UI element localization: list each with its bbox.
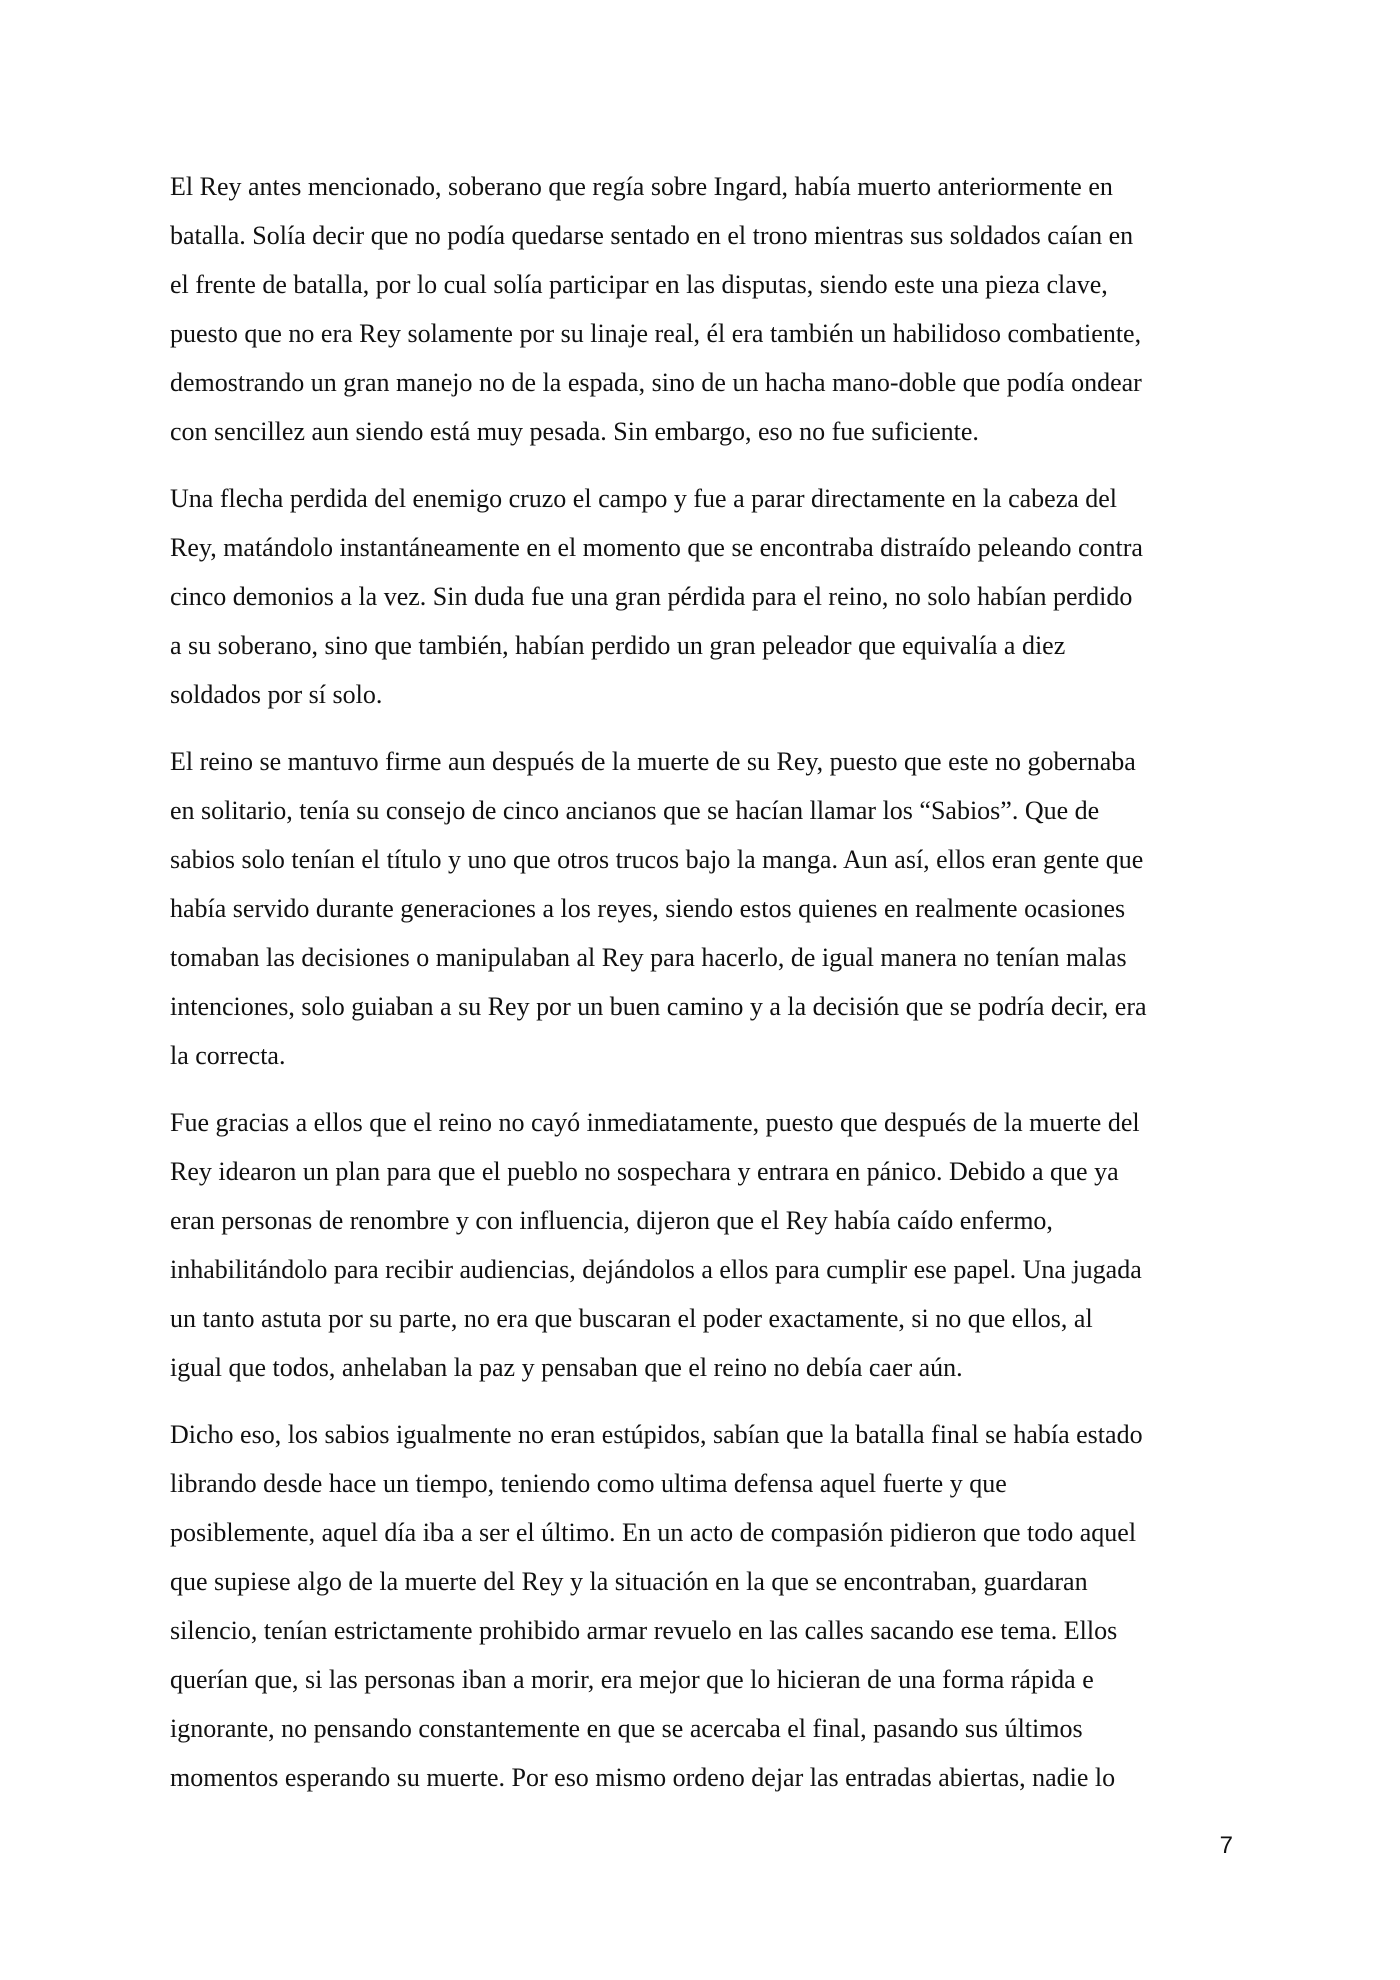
text-line: a su soberano, sino que también, habían perdido un gran peleador que equivalía a diez (170, 631, 1066, 660)
text-line: Fue gracias a ellos que el reino no cayó inmediatamente, puesto que después de la muerte del (170, 1108, 1140, 1137)
text-line: El reino se mantuvo firme aun después de la muerte de su Rey, puesto que este no gobernaba (170, 747, 1136, 776)
text-line: igual que todos, anhelaban la paz y pensaban que el reino no debía caer aún. (170, 1353, 963, 1382)
page-number: 7 (1219, 1832, 1233, 1859)
text-line: había servido durante generaciones a los reyes, siendo estos quienes en realmente ocasiones (170, 894, 1126, 923)
paragraph-5 (170, 1410, 1234, 1802)
text-line: con sencillez aun siendo está muy pesada. Sin embargo, eso no fue suficiente. (170, 417, 979, 446)
text-line: Rey idearon un plan para que el pueblo no sospechara y entrara en pánico. Debido a que ya (170, 1157, 1119, 1186)
text-line: Una flecha perdida del enemigo cruzo el campo y fue a parar directamente en la cabeza del (170, 484, 1118, 513)
text-line: puesto que no era Rey solamente por su linaje real, él era también un habilidoso combatiente, (170, 319, 1142, 348)
paragraph-2 (170, 474, 1234, 719)
paragraph-3 (170, 737, 1234, 1080)
text-line: momentos esperando su muerte. Por eso mismo ordeno dejar las entradas abiertas, nadie lo (170, 1763, 1116, 1792)
text-line: batalla. Solía decir que no podía quedarse sentado en el trono mientras sus soldados caían en (170, 221, 1134, 250)
text-line: eran personas de renombre y con influencia, dijeron que el Rey había caído enfermo, (170, 1206, 1053, 1235)
text-line: el frente de batalla, por lo cual solía participar en las disputas, siendo este una pieza clave, (170, 270, 1108, 299)
text-line: cinco demonios a la vez. Sin duda fue una gran pérdida para el reino, no solo habían perdido (170, 582, 1133, 611)
text-line: posiblemente, aquel día iba a ser el último. En un acto de compasión pidieron que todo aquel (170, 1518, 1137, 1547)
text-line: Dicho eso, los sabios igualmente no eran estúpidos, sabían que la batalla final se había estado (170, 1420, 1143, 1449)
text-line: demostrando un gran manejo no de la espada, sino de un hacha mano-doble que podía ondear (170, 368, 1142, 397)
text-line: en solitario, tenía su consejo de cinco ancianos que se hacían llamar los “Sabios”. Que de (170, 796, 1100, 825)
text-line: la correcta. (170, 1041, 286, 1070)
paragraph-4 (170, 1098, 1234, 1392)
paragraph-1 (170, 162, 1234, 456)
text-line: silencio, tenían estrictamente prohibido armar revuelo en las calles sacando ese tema. Ellos (170, 1616, 1118, 1645)
text-line: El Rey antes mencionado, soberano que regía sobre Ingard, había muerto anteriormente en (170, 172, 1113, 201)
text-line: que supiese algo de la muerte del Rey y la situación en la que se encontraban, guardaran (170, 1567, 1088, 1596)
body-text (170, 162, 1234, 1820)
text-line: Rey, matándolo instantáneamente en el momento que se encontraba distraído peleando contra (170, 533, 1143, 562)
text-line: librando desde hace un tiempo, teniendo como ultima defensa aquel fuerte y que (170, 1469, 1007, 1498)
text-line: querían que, si las personas iban a morir, era mejor que lo hicieran de una forma rápida e (170, 1665, 1094, 1694)
text-line: intenciones, solo guiaban a su Rey por un buen camino y a la decisión que se podría decir, era (170, 992, 1147, 1021)
text-line: sabios solo tenían el título y uno que otros trucos bajo la manga. Aun así, ellos eran gente que (170, 845, 1144, 874)
text-line: inhabilitándolo para recibir audiencias, dejándolos a ellos para cumplir ese papel. Una jugada (170, 1255, 1142, 1284)
text-line: tomaban las decisiones o manipulaban al Rey para hacerlo, de igual manera no tenían malas (170, 943, 1127, 972)
text-line: ignorante, no pensando constantemente en que se acercaba el final, pasando sus últimos (170, 1714, 1083, 1743)
text-line: soldados por sí solo. (170, 680, 383, 709)
text-line: un tanto astuta por su parte, no era que buscaran el poder exactamente, si no que ellos, al (170, 1304, 1093, 1333)
